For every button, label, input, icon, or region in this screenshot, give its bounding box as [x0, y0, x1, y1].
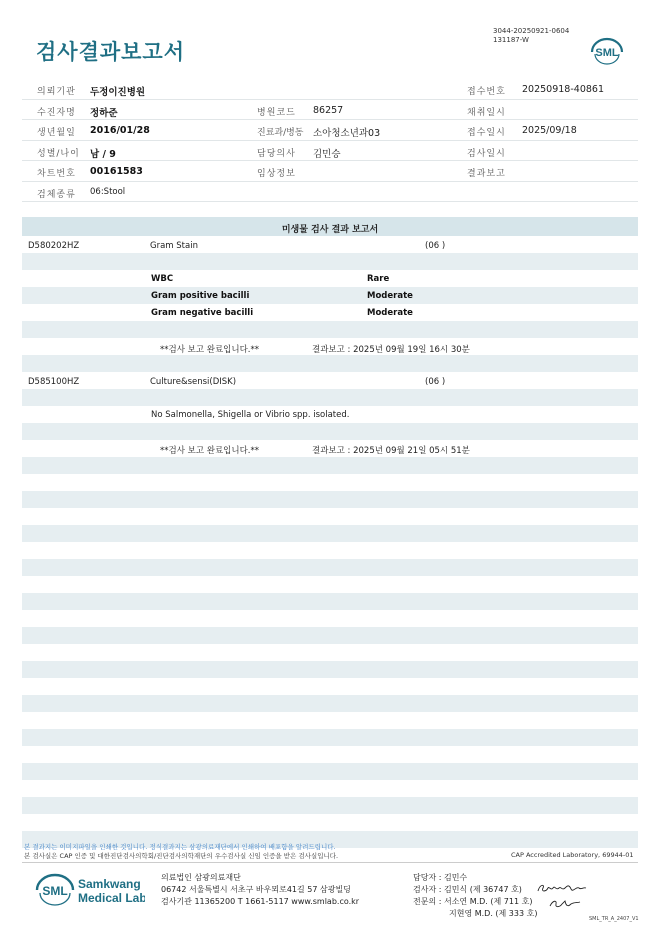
report-time: 결과보고 : 2025년 09월 19일 16시 30분	[312, 345, 470, 355]
table-stripe	[22, 389, 638, 406]
report-title: 미생물 검사 결과 보고서	[281, 225, 379, 235]
org-address: 06742 서울특별시 서초구 바우뫼로41길 57 삼광빌딩	[161, 885, 351, 894]
test-date-label: 검사일시	[467, 148, 506, 159]
sex-age-label: 성별/나이	[37, 148, 80, 159]
info-row	[22, 100, 638, 121]
result-value: Rare	[367, 274, 390, 284]
patient-value: 정하준	[90, 107, 118, 119]
image-notice: 본 결과지는 이미지파일을 인쇄한 것입니다. 정식결과지는 삼광의료재단에서 인쇄하여 배포함을 알려드립니다.	[24, 843, 336, 851]
clinical-label: 임상정보	[257, 169, 296, 179]
org-contact: 검사기관 11365200 T 1661-5117 www.smlab.co.kr	[161, 897, 360, 906]
dept-label: 진료과/병동	[257, 128, 304, 138]
sml-logo	[589, 35, 625, 65]
signatory-info	[413, 872, 537, 920]
birth-value: 2016/01/28	[90, 125, 150, 136]
patient-info-table	[22, 79, 638, 202]
specialist-2: 지현영 M.D. (제 333 호)	[449, 909, 538, 918]
result-report-label: 결과보고	[467, 169, 506, 179]
svg-text:SML: SML	[595, 47, 619, 59]
svg-text:Samkwang: Samkwang	[78, 877, 141, 891]
info-row	[22, 182, 638, 203]
doctor-value: 김민승	[313, 148, 341, 160]
table-stripe	[22, 287, 638, 304]
receipt-date-label: 접수일시	[467, 128, 506, 138]
institution-label: 의뢰기관	[37, 87, 76, 97]
table-stripe	[22, 797, 638, 814]
form-code: SML_TR_A_2407_V1	[589, 916, 639, 922]
complete-message: **검사 보고 완료입니다.**	[160, 345, 260, 355]
chart-value: 00161583	[90, 166, 143, 177]
signature-image	[548, 897, 582, 911]
footer-divider	[22, 862, 638, 863]
table-stripe	[22, 457, 638, 474]
report-time: 결과보고 : 2025년 09월 21일 05시 51분	[312, 446, 470, 456]
test-specimen-code: (06 )	[425, 241, 446, 251]
result-text: No Salmonella, Shigella or Vibrio spp. isolated.	[151, 410, 350, 420]
org-name: 의료법인 삼광의료재단	[161, 873, 241, 882]
manager: 담당자 : 김민수	[413, 873, 468, 882]
test-code: D585100HZ	[28, 377, 80, 387]
table-stripe	[22, 253, 638, 270]
specimen-value: 06:Stool	[90, 186, 126, 197]
table-stripe	[22, 321, 638, 338]
test-name: Gram Stain	[150, 241, 198, 251]
document-number: 3044-20250921-0604 131187-W	[493, 27, 570, 44]
result-value: Moderate	[367, 291, 413, 301]
svg-text:Medical Lab: Medical Lab	[78, 891, 145, 905]
tester: 검사자 : 김민식 (제 36747 호)	[413, 885, 522, 894]
sex-age-value: 남 / 9	[90, 148, 116, 160]
table-stripe	[22, 355, 638, 372]
result-item: Gram positive bacilli	[151, 291, 250, 301]
chart-label: 차트번호	[37, 169, 76, 179]
receipt-no-label: 접수번호	[467, 87, 506, 97]
table-stripe	[22, 559, 638, 576]
page-title: 검사결과보고서	[36, 40, 186, 64]
receipt-no-value: 20250918-40861	[522, 84, 605, 95]
accreditation-notice: 본 검사실은 CAP 인증 및 대한진단검사의학회/진단검사의학재단의 우수검사실 신임 인증을 받은 검사실입니다.	[24, 852, 339, 860]
table-stripe	[22, 491, 638, 508]
table-stripe	[22, 423, 638, 440]
test-name: Culture&sensi(DISK)	[150, 377, 237, 387]
specimen-label: 검체종류	[37, 189, 76, 200]
result-value: Moderate	[367, 308, 413, 318]
result-item: WBC	[151, 274, 174, 284]
table-stripe	[22, 627, 638, 644]
cap-accreditation: CAP Accredited Laboratory, 69944-01	[511, 851, 634, 859]
result-item: Gram negative bacilli	[151, 308, 254, 318]
samkwang-logo	[35, 870, 145, 914]
info-row	[22, 141, 638, 162]
collect-date-label: 채취일시	[467, 107, 506, 118]
table-stripe	[22, 661, 638, 678]
hospital-code-label: 병원코드	[257, 107, 296, 118]
test-code: D580202HZ	[28, 241, 80, 251]
institution-value: 두정이진병원	[90, 87, 146, 98]
svg-text:SML: SML	[42, 884, 68, 898]
organization-info	[161, 872, 359, 908]
table-stripe	[22, 695, 638, 712]
info-row	[22, 161, 638, 182]
table-stripe	[22, 763, 638, 780]
table-stripe	[22, 593, 638, 610]
patient-label: 수진자명	[37, 107, 76, 118]
test-specimen-code: (06 )	[425, 377, 446, 387]
info-row	[22, 120, 638, 141]
table-stripe	[22, 525, 638, 542]
doctor-label: 담당의사	[257, 148, 296, 159]
specialist-1: 전문의 : 서소연 M.D. (제 711 호)	[413, 897, 533, 906]
info-row	[22, 79, 638, 100]
birth-label: 생년월일	[37, 128, 76, 138]
hospital-code-value: 86257	[313, 104, 344, 116]
dept-value: 소아청소년과03	[313, 128, 381, 139]
signature-image	[536, 880, 592, 896]
complete-message: **검사 보고 완료입니다.**	[160, 446, 260, 456]
table-stripe	[22, 729, 638, 746]
receipt-date-value: 2025/09/18	[522, 125, 577, 136]
